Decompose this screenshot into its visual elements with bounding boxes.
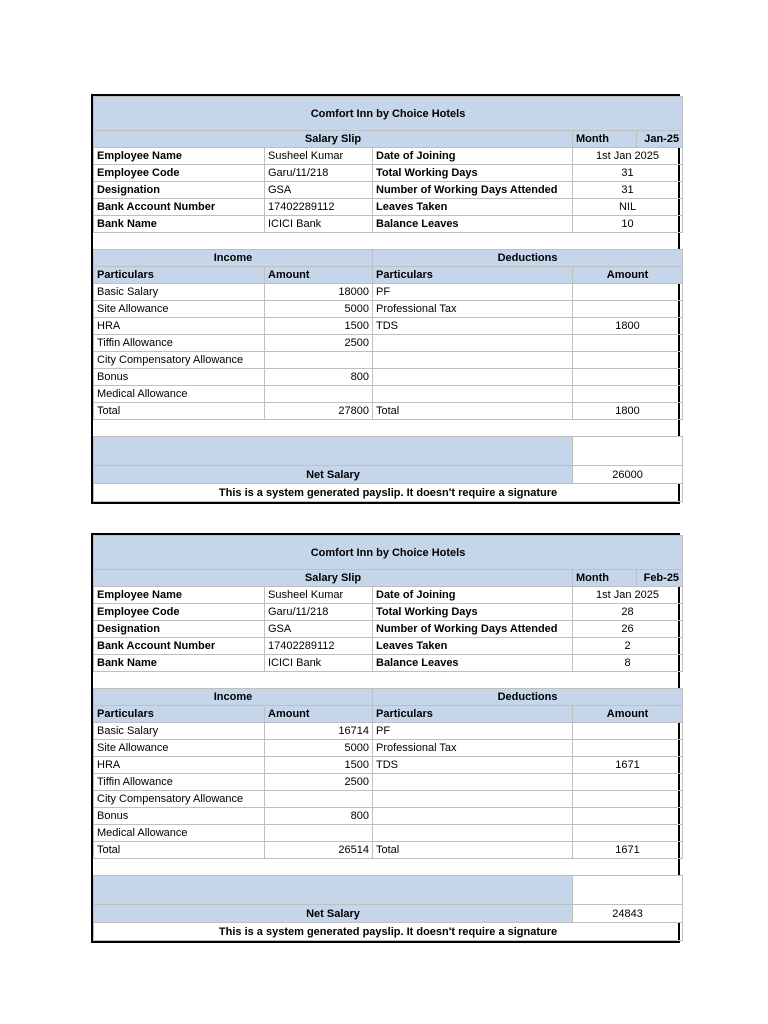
deductions-header: Deductions (373, 689, 683, 706)
income-amount: 27800 (265, 403, 373, 420)
info-value-2: 31 (573, 182, 683, 199)
month-label: Month (573, 131, 637, 148)
info-value-2: 10 (573, 216, 683, 233)
income-amount: 26514 (265, 842, 373, 859)
income-amount: 800 (265, 369, 373, 386)
info-label-2: Leaves Taken (373, 638, 573, 655)
month-value: Feb-25 (637, 570, 683, 587)
deduction-particular: Total (373, 842, 573, 859)
deduction-particular: Professional Tax (373, 740, 573, 757)
info-value: ICICI Bank (265, 216, 373, 233)
deduction-particular: Total (373, 403, 573, 420)
income-amount: 1500 (265, 757, 373, 774)
deduction-amount (573, 352, 683, 369)
income-particular: Tiffin Allowance (94, 335, 265, 352)
info-value: 17402289112 (265, 199, 373, 216)
deduction-amount: 1671 (573, 842, 683, 859)
earnings-deductions-row (94, 723, 683, 740)
info-value-2: NIL (573, 199, 683, 216)
deduction-particular (373, 335, 573, 352)
deduction-amount: 1800 (573, 318, 683, 335)
employee-info-row (94, 216, 683, 233)
employee-info-row (94, 148, 683, 165)
info-label: Employee Code (94, 604, 265, 621)
deduction-particulars-header: Particulars (373, 706, 573, 723)
income-amount (265, 386, 373, 403)
net-salary-label: Net Salary (94, 905, 573, 923)
earnings-deductions-row (94, 825, 683, 842)
earnings-deductions-row (94, 403, 683, 420)
employee-info-row (94, 165, 683, 182)
income-amount: 1500 (265, 318, 373, 335)
employee-info-row (94, 621, 683, 638)
info-value-2: 1st Jan 2025 (573, 587, 683, 604)
footer-note: This is a system generated payslip. It doesn't require a signature (94, 923, 683, 941)
footer-note: This is a system generated payslip. It doesn't require a signature (94, 484, 683, 502)
income-particular: City Compensatory Allowance (94, 791, 265, 808)
info-label-2: Balance Leaves (373, 216, 573, 233)
deduction-particular (373, 386, 573, 403)
income-header: Income (94, 689, 373, 706)
income-particular: Site Allowance (94, 301, 265, 318)
info-value: Susheel Kumar (265, 148, 373, 165)
income-particular: Basic Salary (94, 284, 265, 301)
net-salary-label: Net Salary (94, 466, 573, 484)
deduction-amount (573, 369, 683, 386)
earnings-deductions-row (94, 369, 683, 386)
deduction-particular: Professional Tax (373, 301, 573, 318)
earnings-deductions-row (94, 808, 683, 825)
income-amount: 16714 (265, 723, 373, 740)
deduction-particular: PF (373, 723, 573, 740)
info-label: Designation (94, 621, 265, 638)
earnings-deductions-row (94, 791, 683, 808)
info-label: Designation (94, 182, 265, 199)
net-salary-value: 26000 (573, 466, 683, 484)
earnings-deductions-row (94, 301, 683, 318)
employee-info-row (94, 638, 683, 655)
info-label: Bank Account Number (94, 638, 265, 655)
income-particular: Medical Allowance (94, 386, 265, 403)
income-amount (265, 791, 373, 808)
employee-info-row (94, 655, 683, 672)
info-value-2: 2 (573, 638, 683, 655)
income-particulars-header: Particulars (94, 267, 265, 284)
info-label-2: Date of Joining (373, 587, 573, 604)
deduction-amount: 1800 (573, 403, 683, 420)
info-value-2: 8 (573, 655, 683, 672)
info-label-2: Balance Leaves (373, 655, 573, 672)
employee-info-row (94, 182, 683, 199)
info-label: Employee Name (94, 148, 265, 165)
info-value: Garu/11/218 (265, 604, 373, 621)
income-amount: 2500 (265, 335, 373, 352)
income-particulars-header: Particulars (94, 706, 265, 723)
deduction-particular (373, 808, 573, 825)
income-particular: Site Allowance (94, 740, 265, 757)
income-particular: Basic Salary (94, 723, 265, 740)
deduction-amount-header: Amount (573, 706, 683, 723)
income-particular: HRA (94, 318, 265, 335)
info-value-2: 26 (573, 621, 683, 638)
deduction-amount (573, 386, 683, 403)
company-name: Comfort Inn by Choice Hotels (94, 97, 683, 131)
info-value: GSA (265, 621, 373, 638)
income-particular: City Compensatory Allowance (94, 352, 265, 369)
deduction-particular (373, 369, 573, 386)
info-value-2: 31 (573, 165, 683, 182)
earnings-deductions-row (94, 352, 683, 369)
deduction-amount-header: Amount (573, 267, 683, 284)
income-particular: Total (94, 403, 265, 420)
earnings-deductions-row (94, 774, 683, 791)
salary-slip-2 (91, 533, 680, 943)
info-value: Garu/11/218 (265, 165, 373, 182)
slip-table (93, 535, 683, 941)
deduction-particular: TDS (373, 757, 573, 774)
net-salary-value: 24843 (573, 905, 683, 923)
employee-info-row (94, 604, 683, 621)
deduction-particular (373, 774, 573, 791)
slip-table (93, 96, 683, 502)
earnings-deductions-row (94, 318, 683, 335)
income-amount: 800 (265, 808, 373, 825)
deduction-amount (573, 335, 683, 352)
info-label: Bank Name (94, 216, 265, 233)
earnings-deductions-row (94, 757, 683, 774)
deduction-particular (373, 352, 573, 369)
income-particular: Tiffin Allowance (94, 774, 265, 791)
salary-slip-1 (91, 94, 680, 504)
deduction-particular: TDS (373, 318, 573, 335)
info-label-2: Date of Joining (373, 148, 573, 165)
info-label-2: Total Working Days (373, 604, 573, 621)
info-value-2: 28 (573, 604, 683, 621)
income-amount-header: Amount (265, 706, 373, 723)
income-amount: 5000 (265, 740, 373, 757)
company-name: Comfort Inn by Choice Hotels (94, 536, 683, 570)
deductions-header: Deductions (373, 250, 683, 267)
month-label: Month (573, 570, 637, 587)
income-amount: 5000 (265, 301, 373, 318)
income-amount: 2500 (265, 774, 373, 791)
salary-slip-label: Salary Slip (94, 131, 573, 148)
deduction-amount (573, 284, 683, 301)
income-amount (265, 352, 373, 369)
info-label: Bank Account Number (94, 199, 265, 216)
deduction-amount (573, 740, 683, 757)
earnings-deductions-row (94, 386, 683, 403)
info-label-2: Total Working Days (373, 165, 573, 182)
info-label: Employee Name (94, 587, 265, 604)
info-label: Bank Name (94, 655, 265, 672)
info-label-2: Number of Working Days Attended (373, 621, 573, 638)
income-header: Income (94, 250, 373, 267)
income-particular: Total (94, 842, 265, 859)
earnings-deductions-row (94, 842, 683, 859)
deduction-amount (573, 825, 683, 842)
month-value: Jan-25 (637, 131, 683, 148)
employee-info-row (94, 199, 683, 216)
earnings-deductions-row (94, 284, 683, 301)
deduction-amount (573, 774, 683, 791)
income-particular: Bonus (94, 808, 265, 825)
deduction-particulars-header: Particulars (373, 267, 573, 284)
income-amount: 18000 (265, 284, 373, 301)
deduction-amount (573, 791, 683, 808)
info-label-2: Number of Working Days Attended (373, 182, 573, 199)
earnings-deductions-row (94, 335, 683, 352)
info-value: GSA (265, 182, 373, 199)
income-amount (265, 825, 373, 842)
deduction-amount (573, 808, 683, 825)
info-value-2: 1st Jan 2025 (573, 148, 683, 165)
income-amount-header: Amount (265, 267, 373, 284)
income-particular: Medical Allowance (94, 825, 265, 842)
deduction-particular (373, 825, 573, 842)
deduction-amount: 1671 (573, 757, 683, 774)
deduction-amount (573, 723, 683, 740)
income-particular: HRA (94, 757, 265, 774)
deduction-amount (573, 301, 683, 318)
deduction-particular: PF (373, 284, 573, 301)
info-label: Employee Code (94, 165, 265, 182)
info-value: Susheel Kumar (265, 587, 373, 604)
employee-info-row (94, 587, 683, 604)
income-particular: Bonus (94, 369, 265, 386)
salary-slip-label: Salary Slip (94, 570, 573, 587)
info-value: ICICI Bank (265, 655, 373, 672)
deduction-particular (373, 791, 573, 808)
earnings-deductions-row (94, 740, 683, 757)
info-value: 17402289112 (265, 638, 373, 655)
info-label-2: Leaves Taken (373, 199, 573, 216)
